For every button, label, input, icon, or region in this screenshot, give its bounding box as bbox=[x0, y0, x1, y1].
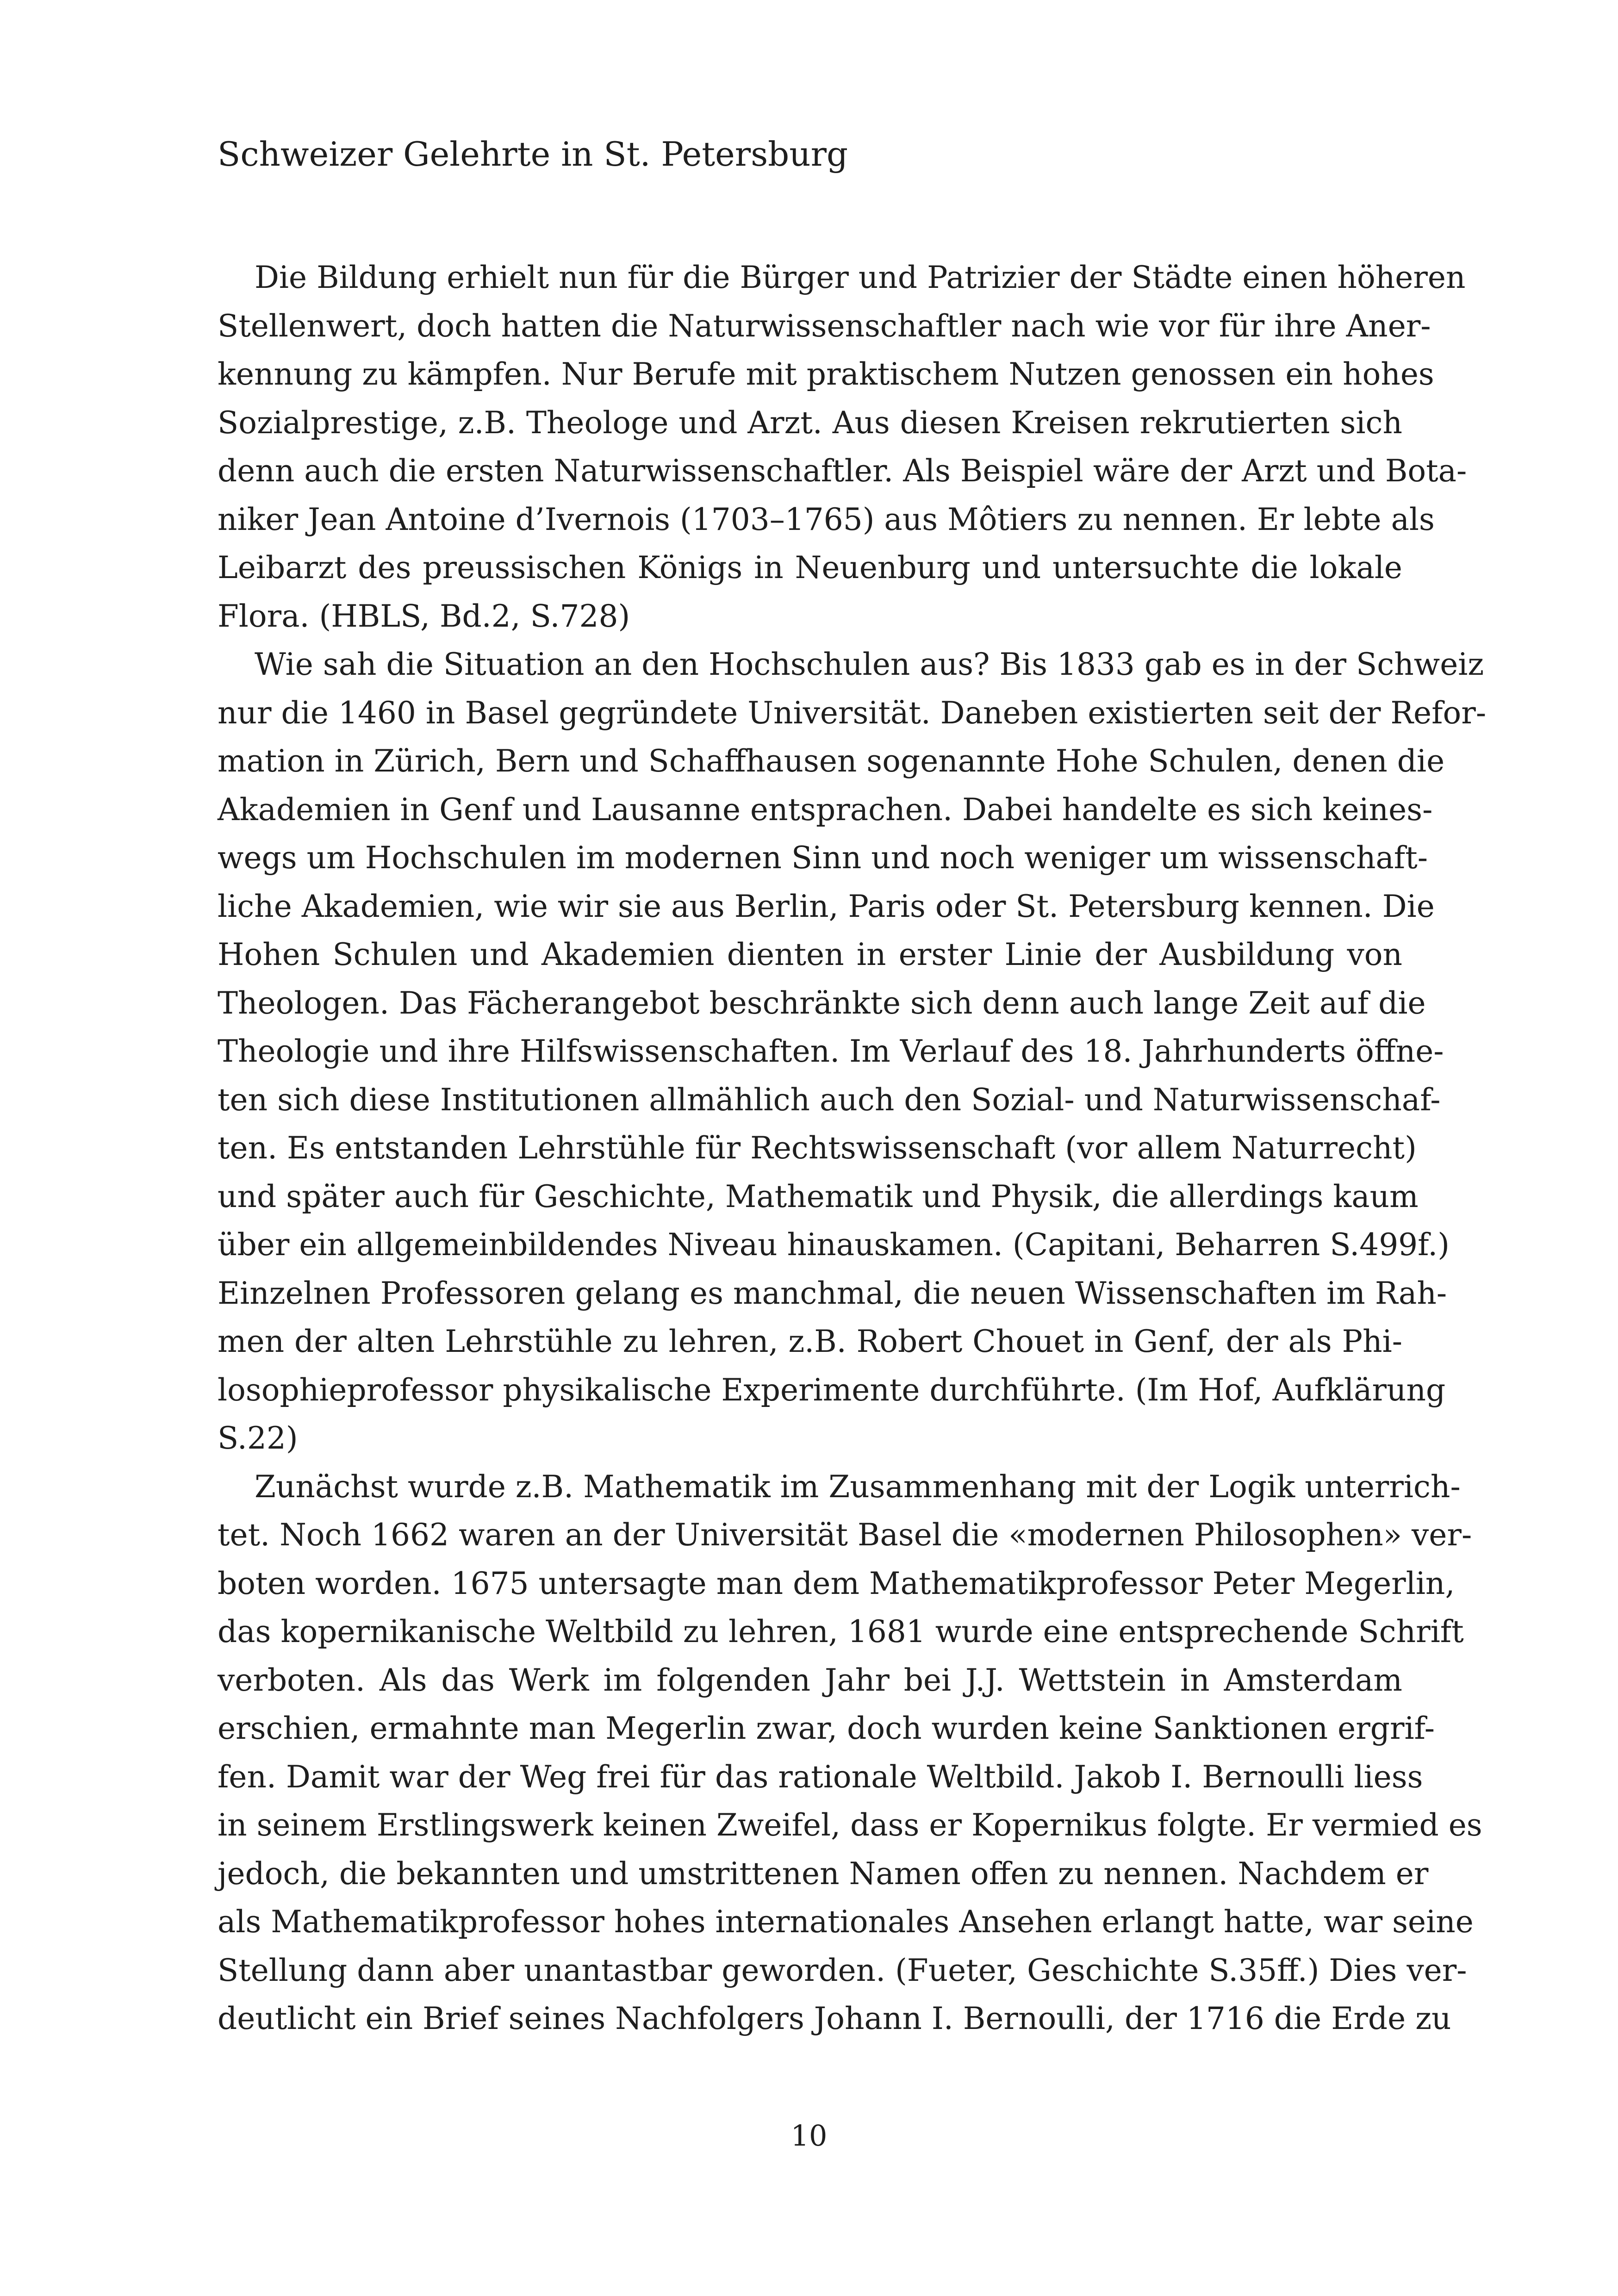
text-line: tet. Noch 1662 waren an der Universität Basel die «modernen Philosophen» ver- bbox=[218, 1517, 1472, 1553]
text-line: Stellung dann aber unantastbar geworden. (Fueter, Geschichte S.35ff.) Dies ver- bbox=[218, 1952, 1467, 1988]
text-line: liche Akademien, wie wir sie aus Berlin, Paris oder St. Petersburg kennen. Die bbox=[218, 888, 1435, 924]
text-line: deutlicht ein Brief seines Nachfolgers Johann I. Bernoulli, der 1716 die Erde zu bbox=[218, 2001, 1451, 2036]
text-line: S.22) bbox=[218, 1420, 298, 1456]
body-text bbox=[218, 254, 1487, 2043]
text-line: ten. Es entstanden Lehrstühle für Rechtswissenschaft (vor allem Naturrecht) bbox=[218, 1130, 1417, 1166]
running-title: Schweizer Gelehrte in St. Petersburg bbox=[218, 135, 848, 174]
text-line: Theologie und ihre Hilfswissenschaften. Im Verlauf des 18. Jahrhunderts öffne- bbox=[218, 1033, 1444, 1069]
text-line: wegs um Hochschulen im modernen Sinn und noch weniger um wissenschaft- bbox=[218, 840, 1428, 876]
text-line: erschien, ermahnte man Megerlin zwar, doch wurden keine Sanktionen ergrif- bbox=[218, 1711, 1435, 1746]
text-line: denn auch die ersten Naturwissenschaftler. Als Beispiel wäre der Arzt und Bota- bbox=[218, 453, 1467, 489]
text-line: verboten. Als das Werk im folgenden Jahr bei J.J. Wettstein in Amsterdam bbox=[218, 1662, 1402, 1698]
text-line: men der alten Lehrstühle zu lehren, z.B. Robert Chouet in Genf, der als Phi- bbox=[218, 1324, 1402, 1359]
text-line: in seinem Erstlingswerk keinen Zweifel, dass er Kopernikus folgte. Er vermied es bbox=[218, 1807, 1482, 1843]
text-line: Zunächst wurde z.B. Mathematik im Zusammenhang mit der Logik unterrich- bbox=[255, 1468, 1461, 1505]
text-line: nur die 1460 in Basel gegründete Universität. Daneben existierten seit der Refor- bbox=[218, 695, 1487, 731]
text-line: und später auch für Geschichte, Mathematik und Physik, die allerdings kaum bbox=[218, 1178, 1419, 1214]
text-line: Leibarzt des preussischen Königs in Neuenburg und untersuchte die lokale bbox=[218, 550, 1402, 585]
text-line: kennung zu kämpfen. Nur Berufe mit praktischem Nutzen genossen ein hohes bbox=[218, 356, 1434, 392]
text-line: Stellenwert, doch hatten die Naturwissenschaftler nach wie vor für ihre Aner- bbox=[218, 308, 1431, 344]
text-line: Theologen. Das Fächerangebot beschränkte sich denn auch lange Zeit auf die bbox=[218, 985, 1426, 1021]
text-line: jedoch, die bekannten und umstrittenen Namen offen zu nennen. Nachdem er bbox=[218, 1855, 1429, 1892]
text-line: Flora. (HBLS, Bd.2, S.728) bbox=[218, 598, 630, 634]
text-line: Hohen Schulen und Akademien dienten in erster Linie der Ausbildung von bbox=[218, 937, 1402, 972]
text-line: ten sich diese Institutionen allmählich auch den Sozial- und Naturwissenschaf- bbox=[218, 1082, 1441, 1118]
text-line: mation in Zürich, Bern und Schaffhausen sogenannte Hohe Schulen, denen die bbox=[218, 743, 1445, 779]
page-number: 10 bbox=[790, 2119, 828, 2153]
text-line: als Mathematikprofessor hohes internationales Ansehen erlangt hatte, war seine bbox=[218, 1904, 1474, 1940]
text-line: über ein allgemeinbildendes Niveau hinauskamen. (Capitani, Beharren S.499f.) bbox=[218, 1227, 1450, 1263]
text-line: Die Bildung erhielt nun für die Bürger und Patrizier der Städte einen höheren bbox=[255, 260, 1466, 295]
text-line: Einzelnen Professoren gelang es manchmal, die neuen Wissenschaften im Rah- bbox=[218, 1275, 1447, 1311]
text-line: losophieprofessor physikalische Experimente durchführte. (Im Hof, Aufklärung bbox=[218, 1372, 1446, 1408]
text-line: boten worden. 1675 untersagte man dem Mathematikprofessor Peter Megerlin, bbox=[218, 1565, 1455, 1601]
text-line: Wie sah die Situation an den Hochschulen aus? Bis 1833 gab es in der Schweiz bbox=[255, 647, 1484, 682]
text-line: das kopernikanische Weltbild zu lehren, 1681 wurde eine entsprechende Schrift bbox=[218, 1614, 1464, 1649]
text-line: fen. Damit war der Weg frei für das rationale Weltbild. Jakob I. Bernoulli liess bbox=[218, 1759, 1423, 1795]
text-line: Sozialprestige, z.B. Theologe und Arzt. Aus diesen Kreisen rekrutierten sich bbox=[218, 404, 1402, 441]
text-line: Akademien in Genf und Lausanne entsprachen. Dabei handelte es sich keines- bbox=[218, 791, 1433, 828]
text-line: niker Jean Antoine d’Ivernois (1703–1765) aus Môtiers zu nennen. Er lebte als bbox=[218, 501, 1435, 537]
